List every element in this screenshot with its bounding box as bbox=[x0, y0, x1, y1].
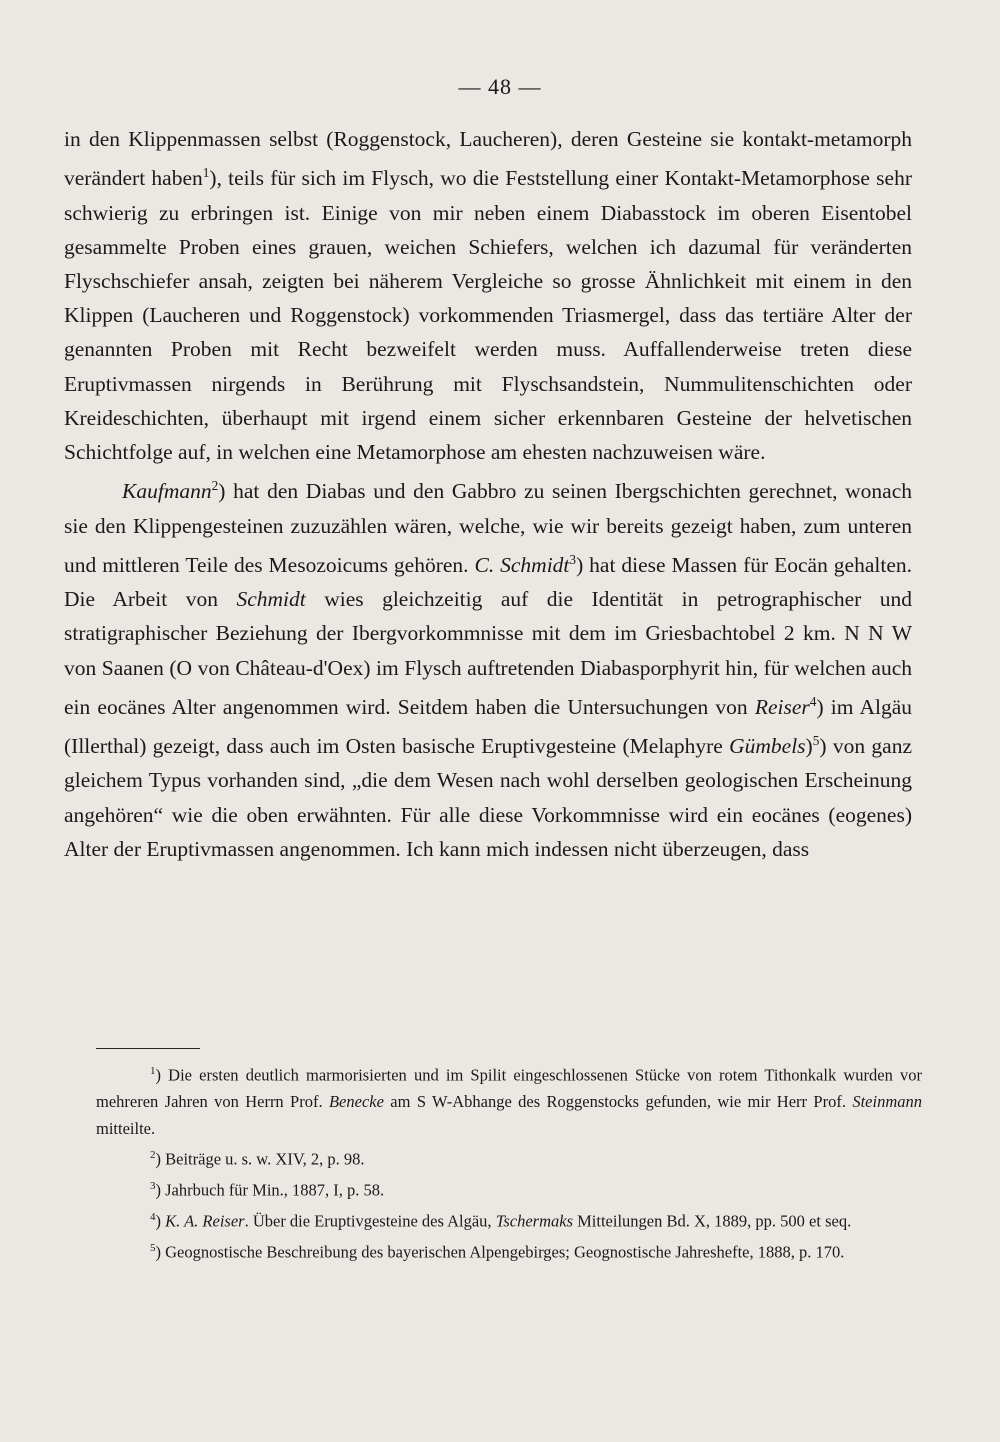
footnote-reference: 4 bbox=[809, 693, 817, 709]
text-run: Beiträge u. s. w. XIV, 2, p. 98. bbox=[165, 1149, 365, 1169]
footnote bbox=[96, 1235, 922, 1266]
text-run: ) im Algäu (Illerthal) gezeigt, dass auch im Osten basische Eruptivgesteine (Melaphyre bbox=[64, 694, 912, 759]
italic-name: C. Schmidt bbox=[474, 552, 570, 577]
footnote-mark: 2 bbox=[150, 1149, 156, 1161]
footnotes bbox=[96, 1058, 922, 1266]
footnote-reference: 1 bbox=[202, 165, 210, 181]
text-run: Jahrbuch für Min., 1887, I, p. 58. bbox=[165, 1180, 385, 1200]
italic-name: Benecke bbox=[328, 1092, 384, 1111]
footnote-mark: 3 bbox=[150, 1180, 156, 1192]
footnote-mark-paren: ) bbox=[155, 1149, 166, 1169]
italic-name: Tschermaks bbox=[495, 1211, 573, 1231]
italic-name: Kaufmann bbox=[122, 479, 212, 504]
italic-name: Schmidt bbox=[236, 587, 306, 612]
footnote-mark-paren: ) bbox=[155, 1242, 166, 1262]
text-run: am S W-Abhange des Roggenstocks gefunden, wie mir Herr Prof. bbox=[383, 1092, 853, 1111]
text-run: . Über die Eruptivgesteine des Algäu, bbox=[244, 1211, 496, 1231]
footnote-mark-paren: ) bbox=[155, 1180, 166, 1200]
italic-name: Gümbels bbox=[729, 734, 806, 759]
footnote bbox=[96, 1058, 922, 1142]
text-run: Die ersten deutlich marmorisierten und im Spilit eingeschlossenen Stücke von rotem Tithonkalk wurden vor mehreren Jahren von Herrn Prof. bbox=[96, 1065, 922, 1111]
footnote-mark: 5 bbox=[150, 1242, 156, 1254]
text-run: in den Klippenmassen selbst (Roggenstock, Laucheren), deren Gesteine sie kontakt-metamorph verändert haben bbox=[64, 127, 912, 191]
footnote-reference: 5 bbox=[812, 733, 820, 749]
text-run: ) hat den Diabas und den Gabbro zu seinen Ibergschichten gerechnet, wonach sie den Klippengesteinen zuzuzählen wären, welche, wie wir bereits gezeigt haben, zum unteren und mittleren Teile des Mesozoicums gehören. bbox=[64, 479, 912, 577]
paragraph bbox=[64, 469, 912, 866]
main-text bbox=[64, 122, 912, 866]
footnote-mark-paren: ) bbox=[155, 1211, 166, 1231]
italic-name: Reiser bbox=[754, 694, 810, 719]
text-run: ) hat diese Massen für Eocän gehalten. Die Arbeit von bbox=[64, 552, 912, 612]
footnote-mark: 1 bbox=[150, 1065, 156, 1077]
italic-name: K. A. Reiser bbox=[165, 1211, 245, 1231]
footnote-mark-paren: ) bbox=[155, 1065, 169, 1085]
footnote bbox=[96, 1173, 922, 1204]
text-run: wies gleichzeitig auf die Identität in petrographischer und stratigraphischer Beziehung der Ibergvorkommnisse mit dem im Griesbachtobel 2 km. N N W von Saanen (O von Château-d'Oex) im Flysch auftretenden Diabasporphyrit hin, für welchen auch ein eocänes Alter angenommen wird. Seitdem haben die Untersuchungen von bbox=[64, 587, 912, 719]
footnote-reference: 3 bbox=[569, 551, 577, 567]
footnote bbox=[96, 1204, 922, 1235]
text-run: Mitteilungen Bd. X, 1889, pp. 500 et seq. bbox=[573, 1211, 852, 1231]
italic-name: Steinmann bbox=[852, 1092, 922, 1111]
text-run: ) von ganz gleichem Typus vorhanden sind, „die dem Wesen nach wohl derselben geologischen Erscheinung angehören“ wie die oben erwähnten. Für alle diese Vorkommnisse wird ein eocänes (eogenes) Alter der Eruptivmassen angenommen. Ich kann mich indessen nicht überzeugen, dass bbox=[64, 734, 912, 861]
text-run: ), teils für sich im Flysch, wo die Feststellung einer Kontakt-Metamorphose sehr schwierig zu erbringen ist. Einige von mir neben einem Diabasstock im oberen Eisentobel gesammelte Proben eines grauen, weichen Schiefers, welchen ich dazumal für veränderten Flyschschiefer ansah, zeigten bei näherem Vergleiche so grosse Ähnlichkeit mit einem in den Klippen (Laucheren und Roggenstock) vorkommenden Triasmergel, dass das tertiäre Alter der genannten Proben mit Recht bezweifelt werden muss. Auffallenderweise treten diese Eruptivmassen nirgends in Berührung mit Flyschsandstein, Nummulitenschichten oder Kreideschichten, überhaupt mit irgend einem sicher erkennbaren Gesteine der helvetischen Schichtfolge auf, in welchen eine Metamorphose am ehesten nachzuweisen wäre. bbox=[64, 166, 912, 464]
text-run: mitteilte. bbox=[96, 1118, 156, 1138]
footnote-divider bbox=[96, 1048, 200, 1049]
text-run: ) bbox=[805, 734, 813, 759]
footnote-mark: 4 bbox=[150, 1211, 156, 1223]
paragraph bbox=[64, 122, 912, 469]
page-number: — 48 — bbox=[458, 74, 542, 99]
footnote-reference: 2 bbox=[211, 478, 219, 494]
footnote bbox=[96, 1142, 922, 1173]
text-run: Geognostische Beschreibung des bayerischen Alpengebirges; Geognostische Jahreshefte, 1888, p. 170. bbox=[165, 1242, 845, 1262]
